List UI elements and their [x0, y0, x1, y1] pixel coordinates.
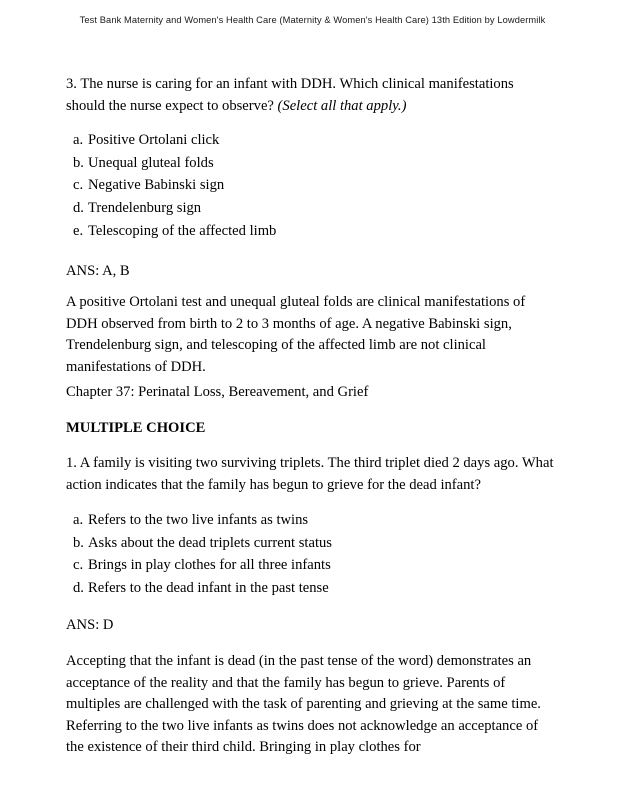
answer-option: [66, 152, 556, 175]
option-letter: d.: [73, 200, 84, 217]
option-letter: b.: [73, 154, 84, 171]
question-1-options-list: [66, 509, 556, 600]
option-text: Negative Babinski sign: [88, 177, 225, 194]
option-letter: c.: [73, 177, 84, 194]
answer-option: [66, 129, 556, 152]
option-text: Trendelenburg sign: [88, 200, 202, 217]
option-text: Brings in play clothes for all three infants: [88, 557, 331, 574]
question-1-stem: 1. A family is visiting two surviving triplets. The third triplet died 2 days ago. What action indicates that the family has begun to grieve for the dead infant?: [66, 455, 554, 493]
option-text: Telescoping of the affected limb: [88, 222, 277, 239]
option-letter: c.: [73, 557, 84, 574]
question-3-rationale: A positive Ortolani test and unequal gluteal folds are clinical manifestations of DDH observed from birth to 2 to 3 months of age. A negative Babinski sign, Trendelenburg sign, and telescoping of the affected limb are not clinical manifestations of DDH.: [66, 294, 526, 375]
question-3-stem-text: 3. The nurse is caring for an infant with DDH. Which clinical manifestations should the nurse expect to observe?: [66, 76, 514, 114]
question-3-options-list: [66, 129, 556, 243]
option-letter: d.: [73, 580, 84, 597]
answer-option: [66, 509, 556, 532]
option-letter: b.: [73, 534, 84, 551]
question-3-answer-line: ANS: A, B: [66, 263, 130, 279]
question-3-stem: [66, 74, 556, 117]
option-text: Unequal gluteal folds: [88, 154, 214, 171]
question-1-answer-line: ANS: D: [66, 617, 114, 633]
option-letter: a.: [73, 132, 84, 148]
option-text: Positive Ortolani click: [88, 132, 220, 148]
option-text: Asks about the dead triplets current status: [88, 534, 332, 551]
answer-option: [66, 577, 556, 600]
option-text: Refers to the dead infant in the past tense: [88, 580, 329, 597]
answer-option: [66, 197, 556, 220]
answer-option: [66, 174, 556, 197]
chapter-title: Chapter 37: Perinatal Loss, Bereavement, and Grief: [66, 384, 369, 400]
option-letter: a.: [73, 512, 84, 528]
answer-option: [66, 220, 556, 243]
document-header-title: Test Bank Maternity and Women's Health Care (Maternity & Women's Health Care) 13th Edition by Lowdermilk: [79, 15, 546, 25]
answer-option: [66, 532, 556, 555]
option-text: Refers to the two live infants as twins: [88, 512, 309, 528]
question-1-rationale: Accepting that the infant is dead (in the past tense of the word) demonstrates an acceptance of the reality and that the family has begun to grieve. Parents of multiples are challenged with the task of parenting and grieving at the same time. Referring to the two live infants as twins does not acknowledge an acceptance of the existence of their third child. Bringing in play clothes for: [66, 653, 541, 755]
question-3-stem-italic: (Select all that apply.): [277, 97, 407, 114]
answer-option: [66, 554, 556, 577]
section-heading: MULTIPLE CHOICE: [66, 420, 206, 436]
option-letter: e.: [73, 222, 84, 239]
